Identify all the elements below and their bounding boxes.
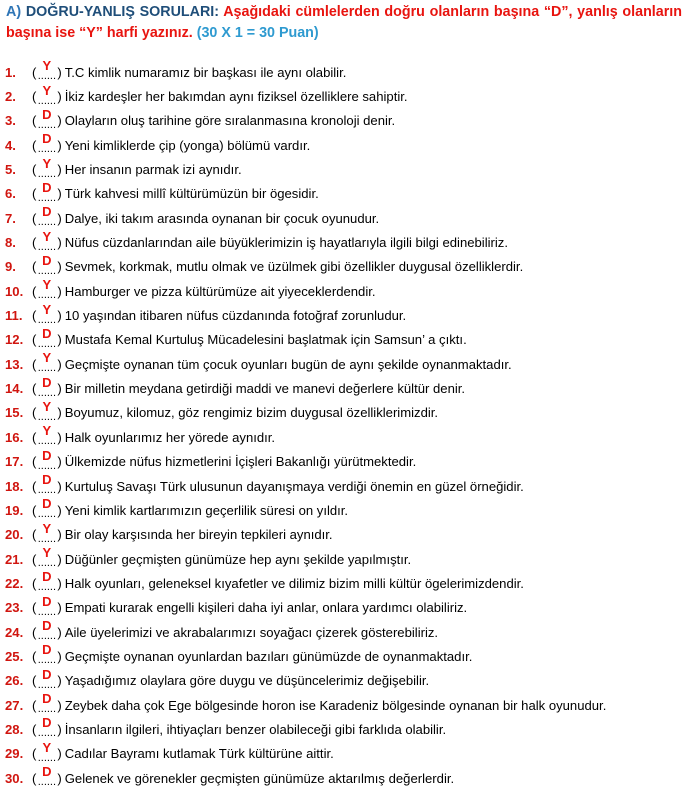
close-paren: ): [57, 454, 62, 470]
question-text: Gelenek ve görenekler geçmişten günümüze aktarılmış değerlerdir.: [64, 770, 455, 786]
answer-blank[interactable]: [36, 715, 57, 740]
close-paren: ): [57, 137, 62, 153]
question-row: [4, 279, 688, 303]
close-paren: ): [57, 186, 62, 202]
question-row: [4, 230, 688, 254]
question-text: Ülkemizde nüfus hizmetlerini İçişleri Bakanlığı yürütmektedir.: [64, 454, 417, 470]
question-text: İnsanların ilgileri, ihtiyaçları benzer olabileceği gibi farklıda olabilir.: [64, 721, 447, 737]
question-text: Sevmek, korkmak, mutlu olmak ve üzülmek gibi özellikler duygusal özelliklerdir.: [64, 259, 524, 275]
blank-dots: ......: [37, 191, 57, 204]
open-paren: (: [32, 186, 37, 202]
close-paren: ): [57, 429, 62, 445]
blank-dots: ......: [37, 216, 57, 229]
blank-dots: ......: [37, 654, 57, 667]
close-paren: ): [57, 332, 62, 348]
answer-blank[interactable]: [36, 277, 57, 302]
question-number: 16.: [5, 429, 24, 445]
close-paren: ): [57, 89, 62, 105]
question-row: [4, 620, 688, 644]
question-row: [4, 520, 688, 547]
question-number: 4.: [5, 137, 16, 153]
open-paren: (: [32, 673, 37, 689]
close-paren: ): [57, 405, 62, 421]
blank-dots: ......: [37, 776, 57, 789]
open-paren: (: [32, 551, 37, 567]
question-text: Hamburger ve pizza kültürümüze ait yiyeceklerdendir.: [64, 283, 376, 299]
open-paren: (: [32, 137, 37, 153]
question-number: 21.: [5, 551, 24, 567]
question-row: [4, 593, 688, 620]
question-row: [4, 447, 688, 474]
question-text: Boyumuz, kilomuz, göz rengimiz bizim duygusal özelliklerimizdir.: [64, 405, 439, 421]
close-paren: ): [57, 624, 62, 640]
answer-blank[interactable]: [36, 252, 57, 277]
question-row: [4, 717, 688, 741]
blank-dots: ......: [37, 484, 57, 497]
question-number: 15.: [5, 405, 24, 421]
question-text: Halk oyunları, geleneksel kıyafetler ve dilimiz bizim milli kültür ögelerimizdendir.: [64, 575, 524, 591]
answer-mark: D: [42, 179, 52, 195]
answer-blank[interactable]: [36, 593, 57, 618]
answer-blank[interactable]: [36, 106, 57, 131]
answer-blank[interactable]: [36, 569, 57, 594]
question-number: 1.: [5, 64, 16, 80]
answer-blank[interactable]: [36, 691, 57, 716]
instructions: Aşağıdaki cümlelerden doğru olanların başına “D”, yanlış olanların başına ise “Y” harfi yazınız.: [6, 4, 682, 41]
answer-mark: Y: [42, 350, 52, 366]
question-number: 11.: [5, 308, 23, 324]
question-number: 28.: [5, 721, 24, 737]
question-row: [4, 739, 688, 766]
question-number: 23.: [5, 600, 24, 616]
question-text: İkiz kardeşler her bakımdan aynı fiziksel özelliklere sahiptir.: [64, 89, 408, 105]
blank-dots: ......: [37, 703, 57, 716]
open-paren: (: [32, 308, 37, 324]
question-number: 20.: [5, 527, 24, 543]
open-paren: (: [32, 405, 37, 421]
question-row: [4, 693, 688, 717]
answer-mark: Y: [42, 520, 52, 536]
question-row: [4, 766, 688, 790]
answer-blank[interactable]: [36, 520, 57, 545]
answer-mark: D: [42, 472, 52, 488]
question-number: 25.: [5, 648, 24, 664]
answer-mark: D: [42, 447, 52, 463]
answer-mark: D: [42, 204, 52, 220]
question-row: [4, 303, 688, 327]
question-number: 29.: [5, 746, 24, 762]
question-row: [4, 474, 688, 498]
open-paren: (: [32, 113, 37, 129]
question-text: Geçmişte oynanan oyunlardan bazıları günümüzde de oynanmaktadır.: [64, 648, 473, 664]
close-paren: ): [57, 356, 62, 372]
question-number: 12.: [5, 332, 24, 348]
close-paren: ): [57, 746, 62, 762]
blank-dots: ......: [37, 581, 57, 594]
answer-mark: D: [42, 131, 52, 147]
question-text: Düğünler geçmişten günümüze hep aynı şekilde yapılmıştır.: [64, 551, 412, 567]
question-number: 17.: [5, 454, 24, 470]
question-number: 6.: [5, 186, 16, 202]
answer-blank[interactable]: [36, 764, 57, 789]
answer-mark: D: [42, 618, 52, 634]
close-paren: ): [57, 283, 62, 299]
blank-dots: ......: [37, 362, 57, 375]
close-paren: ): [57, 210, 62, 226]
blank-dots: ......: [37, 532, 57, 545]
open-paren: (: [32, 89, 37, 105]
question-text: Bir milletin meydana getirdiği maddi ve manevi değerlere kültür denir.: [64, 381, 466, 397]
question-text: Her insanın parmak izi aynıdır.: [64, 162, 242, 178]
question-row: [4, 60, 688, 84]
open-paren: (: [32, 454, 37, 470]
question-list: [4, 60, 688, 790]
blank-dots: ......: [37, 337, 57, 350]
blank-dots: ......: [37, 118, 57, 131]
question-row: [4, 106, 688, 133]
question-text: T.C kimlik numaramız bir başkası ile aynı olabilir.: [64, 64, 347, 80]
answer-blank[interactable]: [36, 496, 57, 521]
open-paren: (: [32, 162, 37, 178]
question-row: [4, 157, 688, 181]
question-row: [4, 206, 688, 230]
open-paren: (: [32, 502, 37, 518]
question-row: [4, 547, 688, 571]
open-paren: (: [32, 721, 37, 737]
question-text: Dalye, iki takım arasında oynanan bir çocuk oyunudur.: [64, 210, 380, 226]
close-paren: ): [57, 697, 62, 713]
blank-dots: ......: [37, 70, 57, 83]
question-row: [4, 425, 688, 449]
question-row: [4, 498, 688, 522]
question-text: Türk kahvesi millî kültürümüzün bir ögesidir.: [64, 186, 319, 202]
answer-blank[interactable]: [36, 398, 57, 423]
blank-dots: ......: [37, 459, 57, 472]
question-text: Halk oyunlarımız her yörede aynıdır.: [64, 429, 276, 445]
question-text: Mustafa Kemal Kurtuluş Mücadelesini başlatmak için Samsun’ a çıktı.: [64, 332, 467, 348]
answer-mark: Y: [42, 155, 52, 171]
answer-mark: D: [42, 691, 52, 707]
blank-dots: ......: [37, 289, 57, 302]
question-number: 14.: [5, 381, 24, 397]
open-paren: (: [32, 210, 37, 226]
question-number: 26.: [5, 673, 24, 689]
answer-blank[interactable]: [36, 179, 57, 204]
answer-blank[interactable]: [36, 618, 57, 643]
question-row: [4, 352, 688, 376]
section-letter: A): [6, 4, 22, 20]
close-paren: ): [57, 527, 62, 543]
open-paren: (: [32, 575, 37, 591]
question-text: Aile üyelerimizi ve akrabalarımızı soyağacı çizerek gösterebiliriz.: [64, 624, 439, 640]
open-paren: (: [32, 259, 37, 275]
answer-mark: Y: [42, 58, 52, 74]
answer-mark: D: [42, 374, 52, 390]
question-row: [4, 179, 688, 206]
question-row: [4, 376, 688, 400]
open-paren: (: [32, 332, 37, 348]
answer-mark: D: [42, 715, 52, 731]
question-number: 27.: [5, 697, 24, 713]
answer-blank[interactable]: [36, 350, 57, 375]
question-row: [4, 644, 688, 668]
close-paren: ): [57, 575, 62, 591]
answer-mark: Y: [42, 82, 52, 98]
close-paren: ): [57, 648, 62, 664]
blank-dots: ......: [37, 240, 57, 253]
question-number: 7.: [5, 210, 16, 226]
question-number: 30.: [5, 770, 24, 786]
answer-blank[interactable]: [36, 228, 57, 253]
blank-dots: ......: [37, 313, 57, 326]
question-text: Yeni kimliklerde çip (yonga) bölümü vardır.: [64, 137, 311, 153]
question-row: [4, 571, 688, 595]
question-text: Zeybek daha çok Ege bölgesinde horon ise Karadeniz bölgesinde oynanan bir halk oyunudur.: [64, 697, 607, 713]
answer-mark: Y: [42, 545, 52, 561]
answer-blank[interactable]: [36, 204, 57, 229]
answer-blank[interactable]: [36, 82, 57, 107]
close-paren: ): [57, 308, 62, 324]
close-paren: ): [57, 113, 62, 129]
answer-blank[interactable]: [36, 642, 57, 667]
answer-blank[interactable]: [36, 131, 57, 156]
question-row: [4, 398, 688, 425]
question-row: [4, 84, 688, 108]
question-number: 8.: [5, 235, 16, 251]
close-paren: ): [57, 478, 62, 494]
open-paren: (: [32, 697, 37, 713]
open-paren: (: [32, 283, 37, 299]
answer-mark: Y: [42, 277, 52, 293]
question-text: Kurtuluş Savaşı Türk ulusunun dayanışmaya verdiği önemin en güzel örneğidir.: [64, 478, 524, 494]
answer-mark: D: [42, 642, 52, 658]
answer-mark: D: [42, 666, 52, 682]
question-number: 3.: [5, 113, 16, 129]
answer-mark: D: [42, 496, 52, 512]
blank-dots: ......: [37, 167, 57, 180]
question-row: [4, 133, 688, 157]
blank-dots: ......: [37, 143, 57, 156]
question-number: 13.: [5, 356, 24, 372]
answer-mark: D: [42, 569, 52, 585]
answer-blank[interactable]: [36, 666, 57, 691]
close-paren: ): [57, 551, 62, 567]
close-paren: ): [57, 64, 62, 80]
blank-dots: ......: [37, 727, 57, 740]
section-header: [6, 2, 682, 44]
answer-blank[interactable]: [36, 301, 57, 326]
question-text: Geçmişte oynanan tüm çocuk oyunları bugün de aynı şekilde oynanmaktadır.: [64, 356, 512, 372]
answer-blank[interactable]: [36, 155, 57, 180]
blank-dots: ......: [37, 435, 57, 448]
answer-mark: Y: [42, 301, 52, 317]
blank-dots: ......: [37, 386, 57, 399]
close-paren: ): [57, 502, 62, 518]
answer-blank[interactable]: [36, 423, 57, 448]
close-paren: ): [57, 770, 62, 786]
open-paren: (: [32, 381, 37, 397]
answer-blank[interactable]: [36, 739, 57, 764]
open-paren: (: [32, 356, 37, 372]
close-paren: ): [57, 259, 62, 275]
open-paren: (: [32, 527, 37, 543]
close-paren: ): [57, 381, 62, 397]
blank-dots: ......: [37, 605, 57, 618]
blank-dots: ......: [37, 678, 57, 691]
open-paren: (: [32, 624, 37, 640]
question-number: 10.: [5, 283, 24, 299]
answer-blank[interactable]: [36, 58, 57, 83]
close-paren: ): [57, 600, 62, 616]
close-paren: ): [57, 235, 62, 251]
section-title: DOĞRU-YANLIŞ SORULARI:: [25, 4, 220, 20]
question-row: [4, 325, 688, 352]
open-paren: (: [32, 770, 37, 786]
open-paren: (: [32, 64, 37, 80]
open-paren: (: [32, 478, 37, 494]
blank-dots: ......: [37, 264, 57, 277]
question-number: 9.: [5, 259, 16, 275]
answer-mark: Y: [42, 228, 52, 244]
question-row: [4, 666, 688, 693]
question-number: 24.: [5, 624, 24, 640]
answer-mark: D: [42, 106, 52, 122]
question-row: [4, 252, 688, 279]
answer-mark: D: [42, 764, 52, 780]
question-text: Yeni kimlik kartlarımızın geçerlilik süresi on yıldır.: [64, 502, 349, 518]
open-paren: (: [32, 648, 37, 664]
answer-mark: Y: [42, 739, 52, 755]
answer-blank[interactable]: [36, 374, 57, 399]
question-number: 5.: [5, 162, 16, 178]
question-number: 22.: [5, 575, 24, 591]
question-text: Empati kurarak engelli kişileri daha iyi anlar, onlara yardımcı olabiliriz.: [64, 600, 468, 616]
question-text: Bir olay karşısında her bireyin tepkileri aynıdır.: [64, 527, 333, 543]
question-text: Cadılar Bayramı kutlamak Türk kültürüne aittir.: [64, 746, 334, 762]
question-text: Nüfus cüzdanlarından aile büyüklerimizin iş hayatlarıyla ilgili bilgi edinebiliriz.: [64, 235, 508, 251]
answer-blank[interactable]: [36, 325, 57, 350]
blank-dots: ......: [37, 557, 57, 570]
blank-dots: ......: [37, 94, 57, 107]
answer-blank[interactable]: [36, 447, 57, 472]
blank-dots: ......: [37, 630, 57, 643]
open-paren: (: [32, 235, 37, 251]
answer-mark: D: [42, 252, 52, 268]
question-text: Olayların oluş tarihine göre sıralanmasına kronoloji denir.: [64, 113, 396, 129]
close-paren: ): [57, 721, 62, 737]
answer-mark: Y: [42, 398, 52, 414]
open-paren: (: [32, 600, 37, 616]
answer-mark: D: [42, 325, 52, 341]
question-number: 2.: [5, 89, 16, 105]
blank-dots: ......: [37, 508, 57, 521]
answer-mark: Y: [42, 423, 52, 439]
question-number: 19.: [5, 502, 24, 518]
score-info: (30 X 1 = 30 Puan): [196, 25, 319, 41]
question-text: Yaşadığımız olaylara göre duygu ve düşüncelerimiz değişebilir.: [64, 673, 430, 689]
answer-mark: D: [42, 593, 52, 609]
close-paren: ): [57, 673, 62, 689]
answer-blank[interactable]: [36, 545, 57, 570]
blank-dots: ......: [37, 410, 57, 423]
open-paren: (: [32, 429, 37, 445]
open-paren: (: [32, 746, 37, 762]
question-text: 10 yaşından itibaren nüfus cüzdanında fotoğraf zorunludur.: [64, 308, 407, 324]
blank-dots: ......: [37, 751, 57, 764]
question-number: 18.: [5, 478, 24, 494]
answer-blank[interactable]: [36, 472, 57, 497]
close-paren: ): [57, 162, 62, 178]
